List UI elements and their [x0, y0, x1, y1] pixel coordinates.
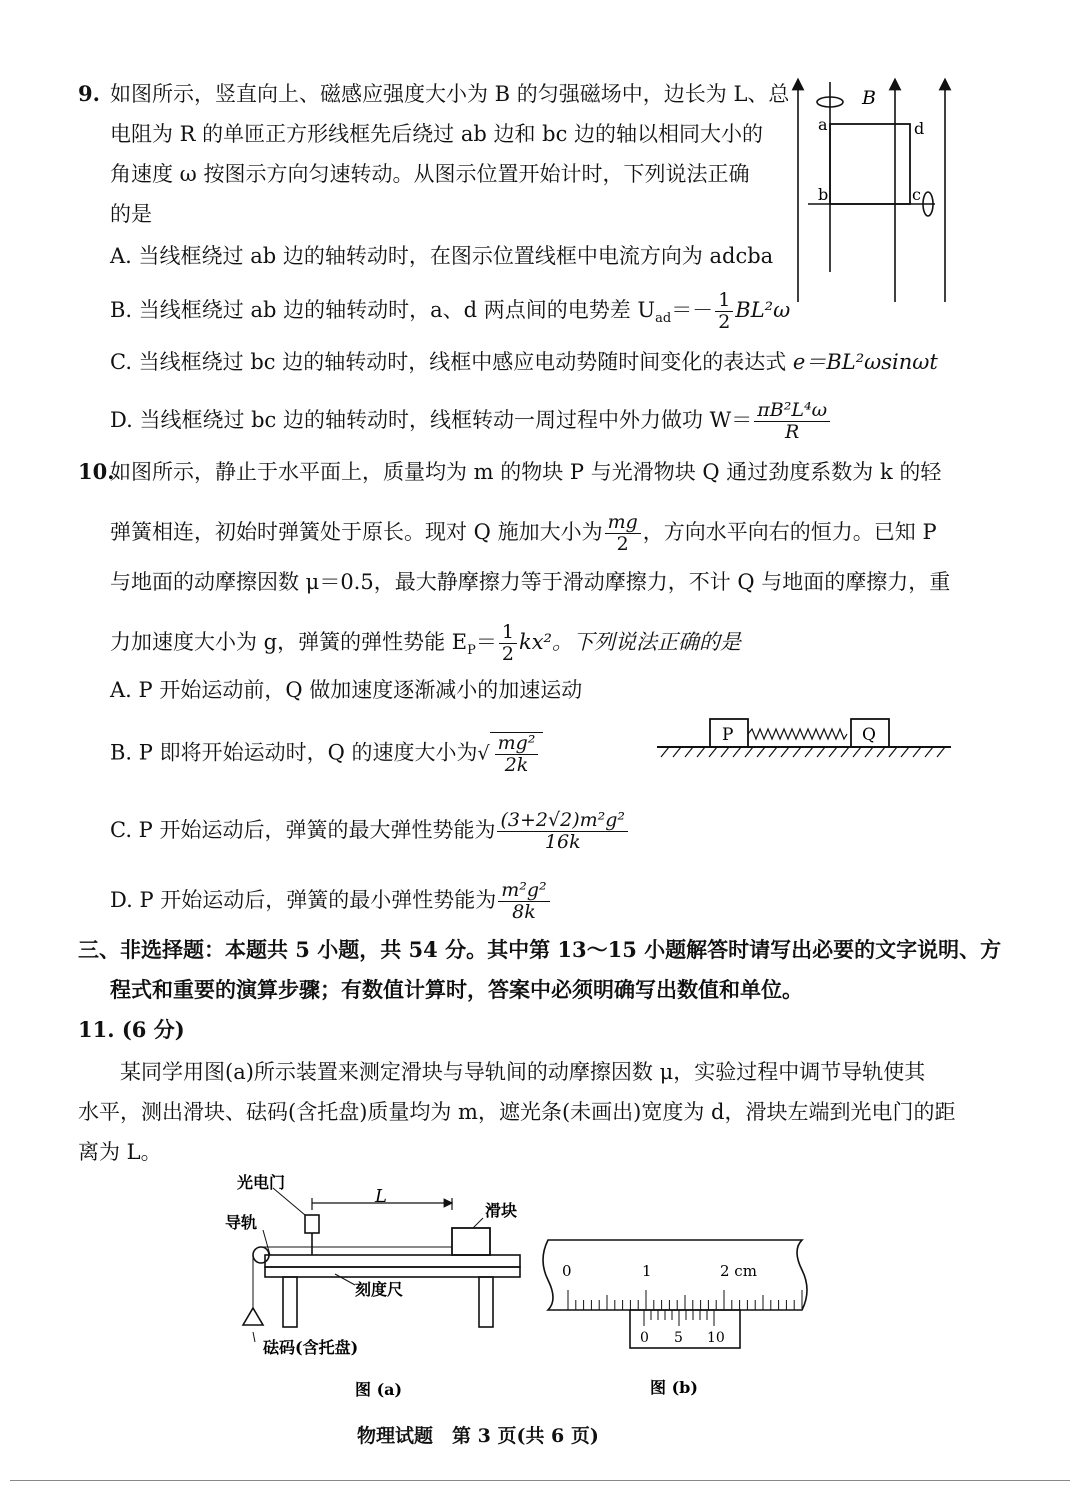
q10-energy-num: 1 — [499, 622, 517, 644]
q10-stem-line4-sub: P — [467, 643, 476, 659]
leader-line — [263, 1230, 270, 1255]
q10-stem-line1: 如图所示，静止于水平面上，质量均为 m 的物块 P 与光滑物块 Q 通过劲度系数为 k 的轻 — [110, 460, 942, 484]
vertex-d: d — [914, 119, 925, 138]
q10-option-c-den: 16k — [544, 831, 581, 853]
q10-stem-line3: 与地面的动摩擦因数 μ＝0.5，最大静摩擦力等于滑动摩擦力，不计 Q 与地面的摩擦力，重 — [110, 570, 951, 594]
q10-option-d-fraction — [498, 880, 549, 923]
q10-option-c — [110, 810, 630, 853]
leader-line — [335, 1274, 355, 1285]
q10-stem-line4-post: kx²。下列说法正确的是 — [518, 630, 741, 654]
q11-figure-a-apparatus — [215, 1170, 535, 1410]
label-slider: 滑块 — [485, 1201, 518, 1220]
q9-option-b — [110, 290, 790, 333]
q9-option-d-text: D. 当线框绕过 bc 边的轴转动时，线框转动一周过程中外力做功 W＝ — [110, 408, 753, 432]
label-q: Q — [862, 725, 876, 745]
q10-force-fraction — [605, 512, 641, 555]
ground-hatching — [661, 747, 945, 757]
q9-stem-line2: 电阻为 R 的单匝正方形线框先后绕过 ab 边和 bc 边的轴以相同大小的 — [110, 122, 764, 146]
q10-stem-line2-post: ，方向水平向右的恒力。已知 P — [642, 520, 937, 544]
q9-option-b-sub: ad — [655, 311, 672, 327]
label-p: P — [722, 725, 734, 745]
leader-line — [273, 1188, 305, 1215]
q9-option-c — [110, 348, 938, 376]
q9-option-a: A. 当线框绕过 ab 边的轴转动时，在图示位置线框中电流方向为 adcba — [110, 244, 774, 268]
square-coil — [830, 124, 910, 204]
slider-block — [452, 1228, 490, 1255]
q9-option-b-eq: ＝－ — [671, 298, 714, 322]
q10-option-d-text: D. P 开始运动后，弹簧的最小弹性势能为 — [110, 888, 497, 912]
q10-option-c-text: C. P 开始运动后，弹簧的最大弹性势能为 — [110, 818, 496, 842]
leader-line — [253, 1332, 255, 1342]
rail-leg-right — [479, 1277, 493, 1327]
q10-option-b-text: B. P 即将开始运动时，Q 的速度大小为 — [110, 740, 478, 765]
q9-option-b-fraction — [715, 290, 733, 333]
q10-option-b — [110, 732, 543, 776]
q11-stem-line2: 水平，测出滑块、砝码(含托盘)质量均为 m，遮光条(未画出)宽度为 d，滑块左端到光电门的距 — [78, 1100, 956, 1124]
q10-option-b-fraction — [495, 733, 539, 776]
field-label-b: B — [862, 87, 876, 109]
label-rail: 导轨 — [225, 1213, 258, 1232]
vernier-tick-label-10: 10 — [707, 1330, 725, 1346]
label-photogate: 光电门 — [237, 1173, 286, 1192]
q10-energy-fraction — [499, 622, 517, 665]
vertex-b: b — [818, 185, 829, 204]
q9-number: 9. — [78, 81, 100, 106]
vertex-c: c — [912, 185, 921, 204]
label-length: L — [375, 1186, 387, 1207]
figure-a-caption: 图 (a) — [355, 1380, 403, 1399]
q10-force-den: 2 — [616, 533, 629, 555]
label-ruler: 刻度尺 — [355, 1280, 404, 1299]
q9-option-d — [110, 400, 832, 443]
q11-figure-b-vernier — [530, 1230, 820, 1410]
q9-stem-line1: 如图所示，竖直向上、磁感应强度大小为 B 的匀强磁场中，边长为 L、总 — [110, 82, 790, 106]
q9-stem-line4: 的是 — [110, 202, 152, 226]
q10-option-d — [110, 880, 552, 923]
q10-option-d-num: m²g² — [498, 880, 549, 902]
q9-magnetic-field-figure — [790, 72, 970, 312]
q10-option-b-den: 2k — [504, 754, 529, 776]
figure-b-caption: 图 (b) — [650, 1378, 698, 1397]
q10-stem-line4-eq: ＝ — [475, 630, 497, 654]
q10-force-num: mg — [605, 512, 641, 534]
photogate-icon — [305, 1215, 319, 1233]
q11-heading: 11. (6 分) — [78, 1017, 185, 1042]
main-tick-label-0: 0 — [562, 1262, 572, 1280]
label-weight: 砝码(含托盘) — [263, 1338, 359, 1357]
section3-instructions-line2: 程式和重要的演算步骤；有数值计算时，答案中必须明确写出数值和单位。 — [110, 977, 803, 1002]
vernier-scale-ticks — [644, 1310, 714, 1326]
rail-leg-left — [283, 1277, 297, 1327]
q10-energy-den: 2 — [501, 643, 514, 665]
q10-option-d-den: 8k — [512, 901, 536, 923]
q9-option-c-text: C. 当线框绕过 bc 边的轴转动时，线框中感应电动势随时间变化的表达式 — [110, 350, 793, 374]
section3-instructions-line1: 三、非选择题：本题共 5 小题，共 54 分。其中第 13～15 小题解答时请写出必要的文字说明、方 — [78, 937, 1002, 962]
page-footer: 物理试题 第 3 页(共 6 页) — [357, 1425, 599, 1447]
q10-option-c-fraction — [497, 810, 628, 853]
q10-stem-line4-text: 力加速度大小为 g，弹簧的弹性势能 E — [110, 630, 468, 654]
weight-tray-icon — [243, 1308, 263, 1325]
q11-stem-line1: 某同学用图(a)所示装置来测定滑块与导轨间的动摩擦因数 μ，实验过程中调节导轨使其 — [120, 1060, 926, 1084]
leader-line — [473, 1218, 483, 1228]
q10-option-b-sqrt: √ $\frac{\text{mg²}}{2k}$ — [477, 732, 543, 776]
q10-stem-line2-text: 弹簧相连，初始时弹簧处于原长。现对 Q 施加大小为 — [110, 520, 603, 544]
q10-option-c-num: (3+2√2)m²g² — [497, 810, 628, 832]
q10-number: 10. — [78, 459, 115, 484]
q9-option-b-expr: BL²ω — [735, 298, 791, 322]
main-tick-label-2: 2 cm — [720, 1262, 757, 1280]
q9-option-b-text: B. 当线框绕过 ab 边的轴转动时，a、d 两点间的电势差 U — [110, 298, 656, 322]
vernier-tick-label-0: 0 — [640, 1330, 649, 1346]
q9-stem-line3: 角速度 ω 按图示方向匀速转动。从图示位置开始计时，下列说法正确 — [110, 162, 750, 186]
q9-option-b-num: 1 — [715, 290, 733, 312]
main-scale-ticks — [568, 1290, 802, 1310]
q10-stem-line4 — [110, 622, 741, 665]
q9-option-d-num: πB²L⁴ω — [754, 400, 830, 422]
q10-stem-line2 — [110, 512, 937, 555]
vernier-tick-label-5: 5 — [674, 1330, 683, 1346]
q10-spring-blocks-figure — [655, 712, 955, 772]
main-tick-label-1: 1 — [642, 1262, 652, 1280]
page-bottom-rule — [10, 1480, 1070, 1481]
q9-option-b-den: 2 — [718, 311, 731, 333]
q11-stem-line3: 离为 L。 — [78, 1140, 162, 1164]
spring — [748, 729, 847, 739]
vertex-a: a — [818, 115, 828, 134]
ruler-bar — [265, 1267, 520, 1277]
rail-top — [265, 1255, 520, 1267]
q9-option-d-fraction — [754, 400, 830, 443]
main-scale — [543, 1240, 807, 1310]
q9-option-c-expr: e＝BL²ωsinωt — [792, 350, 938, 374]
q9-option-d-den: R — [785, 421, 800, 443]
q10-option-a: A. P 开始运动前，Q 做加速度逐渐减小的加速运动 — [110, 678, 583, 702]
q10-option-b-num: mg² — [495, 733, 539, 755]
